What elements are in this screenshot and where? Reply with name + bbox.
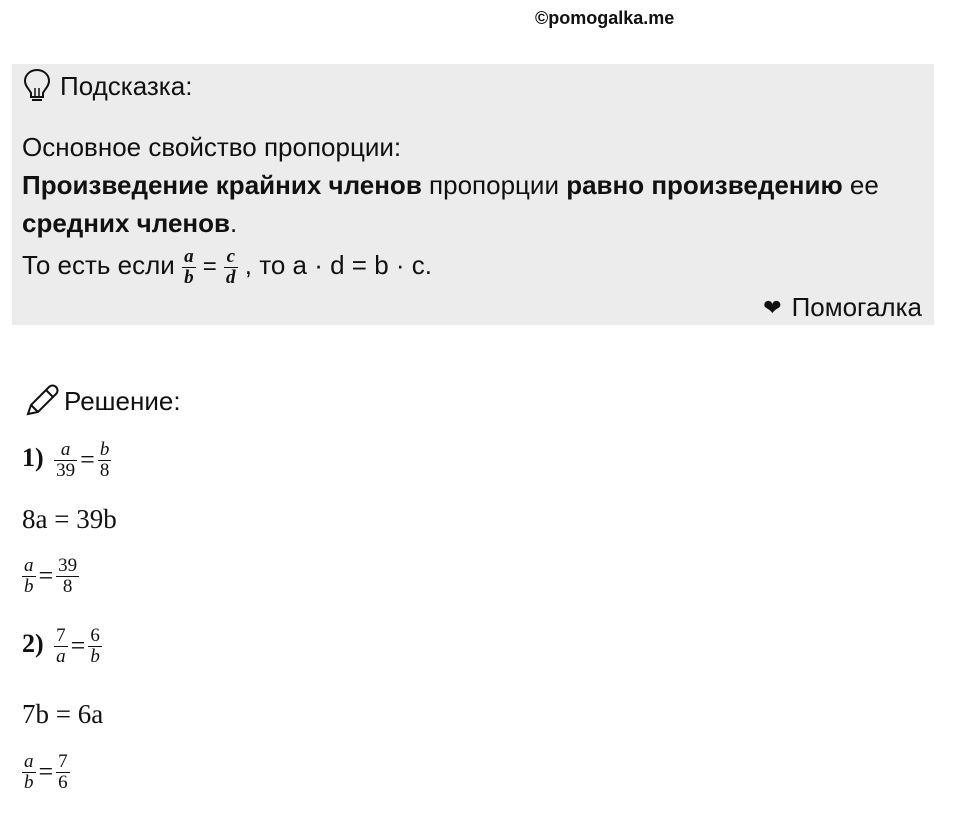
equals-sign: = bbox=[202, 253, 217, 281]
fraction-a-b: $\frac{a}{b}$ bbox=[24, 555, 34, 597]
heart-icon: ❤ bbox=[763, 294, 782, 320]
math-line-6 bbox=[22, 752, 70, 792]
part-1-label: 1) bbox=[22, 442, 44, 472]
math-line-2: 8a = 39b bbox=[22, 504, 117, 534]
fraction-39-8: $\frac{39}{8}$ bbox=[58, 555, 78, 597]
hint-bold-3: средних членов bbox=[22, 208, 230, 238]
hint-line-2 bbox=[22, 166, 922, 204]
fraction-b-8: $\frac{b}{8}$ bbox=[99, 439, 110, 481]
fraction-6-b: $\frac{6}{b}$ bbox=[90, 625, 100, 667]
math-line-4 bbox=[22, 626, 102, 666]
hint-line4-start: То есть если bbox=[22, 250, 183, 280]
solution-title: Решение: bbox=[64, 385, 181, 416]
math-line-1 bbox=[22, 440, 111, 480]
pencil-icon bbox=[22, 382, 60, 420]
hint-bold-1: Произведение крайних членов bbox=[22, 170, 422, 200]
equals-sign: = bbox=[80, 445, 95, 474]
hint-bold-2: равно произведению bbox=[566, 170, 843, 200]
hint-line-4 bbox=[22, 246, 922, 287]
equals-sign: = bbox=[38, 757, 54, 786]
hint-line4-mid: , то bbox=[237, 250, 293, 280]
lightbulb-icon bbox=[22, 68, 52, 104]
hint-text bbox=[22, 128, 922, 287]
brand-name: Помогалка bbox=[791, 292, 922, 322]
hint-line-3 bbox=[22, 204, 922, 242]
math-line-5: 7b = 6a bbox=[22, 699, 104, 729]
fraction-7-a: $\frac{7}{a}$ bbox=[56, 625, 66, 667]
hint-plain-1: пропорции bbox=[421, 170, 567, 200]
hint-title: Подсказка: bbox=[60, 70, 193, 101]
equals-sign: = bbox=[38, 561, 54, 590]
hint-header bbox=[22, 68, 192, 104]
solution-header bbox=[22, 382, 181, 420]
hint-line-1: Основное свойство пропорции: bbox=[22, 132, 402, 162]
hint-plain-2: ее bbox=[842, 170, 879, 200]
watermark: ©pomogalka.me bbox=[535, 8, 675, 28]
hint-line3-end: . bbox=[229, 208, 238, 238]
hint-line4-end: . bbox=[424, 250, 432, 280]
part-2-label: 2) bbox=[22, 628, 44, 658]
fraction-a-39: $\frac{a}{39}$ bbox=[56, 439, 76, 481]
fraction-c-d: $\frac{c}{d}$ bbox=[226, 246, 236, 289]
hint-formula: a · d = b · c bbox=[292, 250, 425, 280]
fraction-a-b: $\frac{a}{b}$ bbox=[24, 751, 34, 793]
math-line-3 bbox=[22, 556, 79, 596]
equals-sign: = bbox=[70, 631, 86, 660]
fraction-7-6: $\frac{7}{6}$ bbox=[58, 751, 68, 793]
brand-label bbox=[763, 292, 922, 323]
fraction-a-b: $\frac{a}{b}$ bbox=[184, 246, 194, 289]
